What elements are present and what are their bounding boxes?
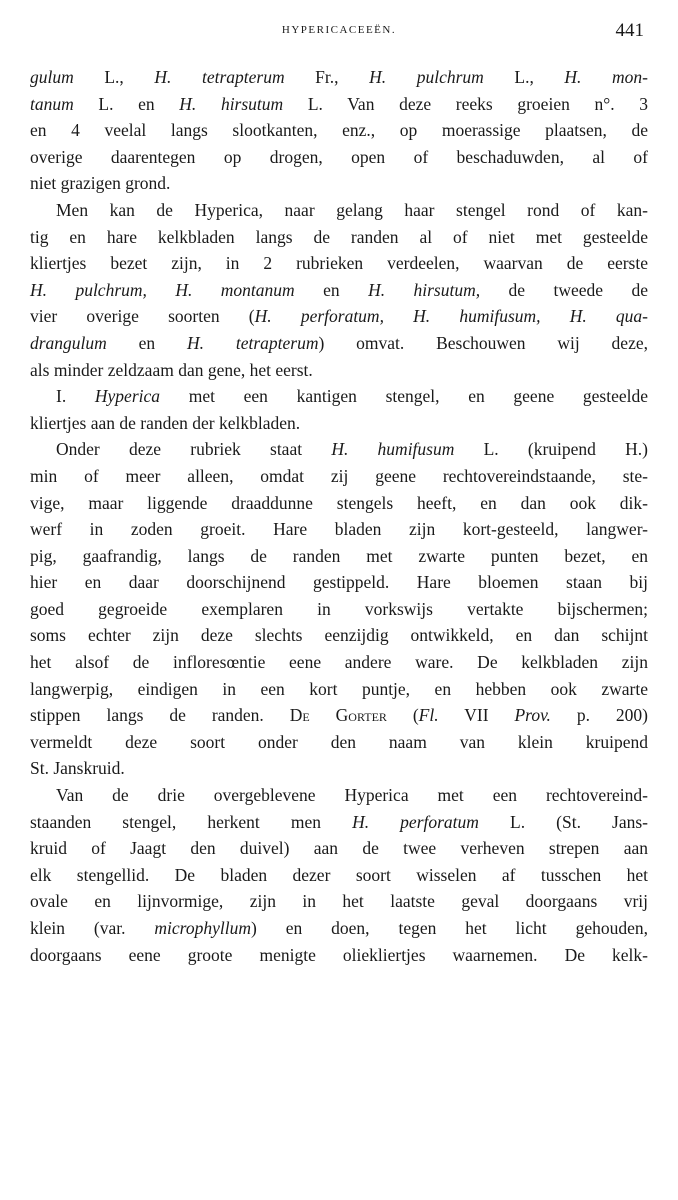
text-segment: vermeldt deze soort onder den naam van klein kruipend (30, 731, 648, 752)
italic-text: Prov. (514, 705, 551, 726)
text-line (30, 463, 648, 490)
text-line (30, 729, 648, 756)
text-segment: L. Van deze reeks groeien n°. 3 (283, 93, 648, 114)
italic-text: drangulum (30, 332, 107, 353)
text-line (30, 649, 648, 676)
text-segment: langwerpig, eindigen in een kort puntje, en hebben ook zwarte (30, 678, 648, 699)
text-segment: vige, maar liggende draaddunne stengels heeft, en dan ook dik- (30, 492, 648, 513)
text-segment: doorgaans eene groote menigte oliekliertjes waarnemen. De kelk- (30, 944, 648, 965)
text-line (30, 170, 648, 197)
text-segment: met een kantigen stengel, en geene gesteelde (160, 386, 649, 407)
text-segment: als minder zeldzaam dan gene, het eerst. (30, 359, 313, 380)
text-segment: stippen langs de randen. (30, 705, 290, 726)
page-number: 441 (615, 20, 644, 41)
text-line (30, 809, 648, 836)
text-segment: tig en hare kelkbladen langs de randen al of niet met gesteelde (30, 226, 648, 247)
text-line (30, 942, 648, 969)
text-segment: kliertjes bezet zijn, in 2 rubrieken verdeelen, waarvan de eerste (30, 253, 648, 274)
text-line (30, 117, 648, 144)
text-segment: goed gegroeide exemplaren in vorkswijs vertakte bijschermen; (30, 598, 648, 619)
text-segment: VII (438, 705, 515, 726)
text-line (30, 782, 648, 809)
text-segment: klein (var. (30, 918, 155, 938)
text-line (30, 569, 648, 596)
text-segment: de tweede de (480, 279, 649, 300)
text-segment: Van de drie overgeblevene Hyperica met een rechtovereind- (56, 785, 648, 806)
italic-text: H. pulchrum (369, 67, 484, 87)
text-segment: pig, gaafrandig, langs de randen met zwarte punten bezet, en (30, 545, 648, 566)
text-line (30, 676, 648, 703)
text-segment: L. (kruipend H.) (454, 439, 649, 460)
text-segment: en 4 veelal langs slootkanten, enz., op moerassige plaatsen, de (30, 120, 648, 141)
text-segment: L. en (73, 93, 180, 114)
text-line (30, 755, 648, 782)
text-line (30, 357, 648, 384)
text-line (30, 224, 648, 251)
text-segment: elk stengellid. De bladen dezer soort wisselen af tusschen het (30, 864, 648, 885)
text-segment: het alsof de infloresœntie eene andere ware. De kelkbladen zijn (30, 652, 648, 673)
small-caps-text: De Gorter (289, 705, 387, 726)
text-segment: kliertjes aan de randen der kelkbladen. (30, 412, 301, 433)
italic-text: tanum (30, 93, 74, 114)
italic-text: H. perforatum (352, 811, 479, 832)
text-line (30, 436, 648, 463)
text-segment: L. (St. Jans- (478, 811, 648, 832)
text-line (30, 197, 648, 224)
text-segment: niet grazigen grond. (30, 173, 171, 194)
text-line (30, 915, 648, 942)
text-segment: ) omvat. Beschouwen wij deze, (318, 332, 648, 353)
text-line (30, 64, 648, 91)
italic-text: Fl. (418, 705, 439, 726)
italic-text: H. humifusum (331, 439, 455, 460)
italic-text: H. tetrapterum (154, 67, 285, 87)
text-line (30, 596, 648, 623)
italic-text: H. hirsutum (179, 93, 284, 114)
text-segment: en (106, 332, 187, 353)
text-segment: St. Janskruid. (30, 758, 125, 779)
text-segment: vier overige soorten ( (30, 306, 255, 327)
text-segment: Men kan de Hyperica, naar gelang haar stengel rond of kan- (56, 199, 648, 220)
italic-text: microphyllum (154, 918, 251, 938)
text-line (30, 888, 648, 915)
text-line (30, 702, 648, 729)
text-line (30, 303, 648, 330)
text-segment: I. (56, 386, 95, 407)
text-line (30, 622, 648, 649)
text-line (30, 330, 648, 357)
text-segment: werf in zoden groeit. Hare bladen zijn kort-gesteeld, langwer- (30, 519, 648, 540)
text-line (30, 277, 648, 304)
text-segment: L., (73, 67, 155, 87)
text-segment: ( (386, 705, 419, 726)
text-segment: ovale en lijnvormige, zijn in het laatste geval doorgaans vrij (30, 891, 648, 912)
text-segment: hier en daar doorschijnend gestippeld. Hare bloemen staan bij (30, 572, 648, 593)
text-segment: p. 200) (550, 705, 648, 726)
text-line (30, 490, 648, 517)
text-segment: en (294, 279, 369, 300)
text-segment: L., (483, 67, 565, 87)
text-line (30, 250, 648, 277)
body-text (30, 64, 648, 968)
text-segment: Onder deze rubriek staat (56, 439, 332, 460)
text-line (30, 383, 648, 410)
text-segment: overige daarentegen op drogen, open of beschaduwden, al of (30, 146, 648, 167)
text-segment: ) en doen, tegen het licht gehouden, (250, 918, 648, 938)
text-line (30, 516, 648, 543)
text-segment: soms echter zijn deze slechts eenzijdig ontwikkeld, en dan schijnt (30, 625, 648, 646)
text-line (30, 835, 648, 862)
italic-text: Hyperica (94, 386, 161, 407)
italic-text: H. hirsutum, (368, 279, 481, 300)
italic-text: H. perforatum, H. humifusum, H. qua- (254, 306, 648, 327)
text-line (30, 144, 648, 171)
italic-text: gulum (30, 67, 74, 87)
italic-text: H. tetrapterum (187, 332, 319, 353)
text-segment: min of meer alleen, omdat zij geene rechtovereindstaande, ste- (30, 465, 648, 486)
text-segment: staanden stengel, herkent men (30, 811, 353, 832)
text-line (30, 543, 648, 570)
text-segment: kruid of Jaagt den duivel) aan de twee verheven strepen aan (30, 838, 648, 859)
text-line (30, 91, 648, 118)
page-header (0, 20, 678, 48)
text-line (30, 862, 648, 889)
running-head: HYPERICACEEËN. (281, 24, 397, 36)
text-line (30, 410, 648, 437)
italic-text: H. pulchrum, H. montanum (30, 279, 295, 300)
text-segment: Fr., (284, 67, 370, 87)
italic-text: H. mon- (564, 67, 648, 87)
